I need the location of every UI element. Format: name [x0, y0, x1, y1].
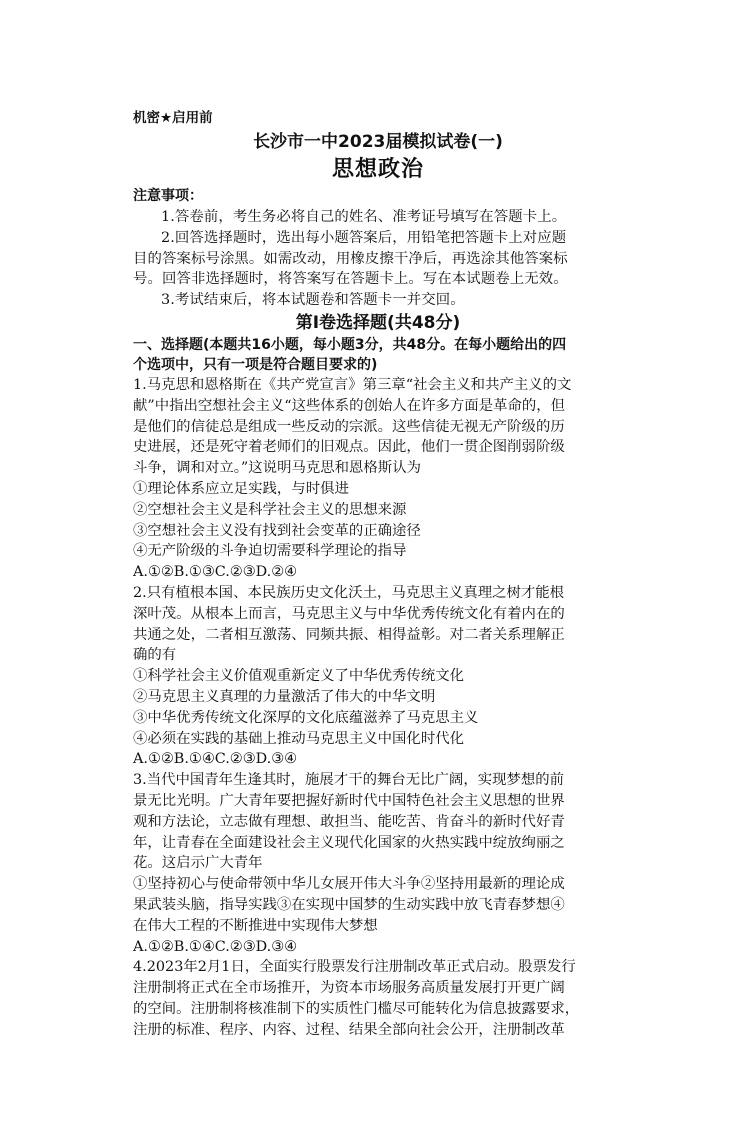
note-line: 1.答卷前，考生务必将自己的姓名、准考证号填写在答题卡上。	[161, 209, 567, 225]
question-line: 史进展，还是死守着老师们的旧观点。因此，他们一贯企图削弱阶级	[133, 439, 565, 456]
question-list	[133, 375, 623, 1041]
note-line: 2.回答选择题时，选出每小题答案后，用铅笔把答题卡上对应题	[161, 229, 567, 246]
subject-title: 思想政治	[331, 157, 424, 182]
question-line: 献”中指出空想社会主义“这些体系的创始人在许多方面是革命的，但	[133, 397, 566, 414]
notes-list	[133, 207, 623, 311]
note-line: 目的答案标号涂黑。如需改动，用橡皮擦干净后，再选涂其他答案标	[133, 250, 568, 267]
question-1	[133, 375, 623, 583]
question-line: ③中华优秀传统文化深厚的文化底蕴滋养了马克思主义	[133, 709, 479, 726]
part-title: 第Ⅰ卷选择题(共48分)	[295, 312, 461, 333]
question-line: 在伟大工程的不断推进中实现伟大梦想	[133, 917, 378, 934]
question-line: 3.当代中国青年生逢其时，施展才干的舞台无比广阔，实现梦想的前	[133, 772, 565, 789]
question-line: 果武装头脑，指导实践③在实现中国梦的生动实践中放飞青春梦想④	[133, 896, 565, 913]
question-line: 注册制将正式在全市场推开，为资本市场服务高质量发展打开更广阔	[133, 980, 565, 997]
question-line: 1.马克思和恩格斯在《共产党宣言》第三章“社会主义和共产主义的文	[133, 376, 572, 393]
question-line: ①理论体系应立足实践，与时俱进	[133, 480, 349, 497]
question-4	[133, 957, 623, 1040]
question-line: ②马克思主义真理的力量激活了伟大的中华文明	[133, 688, 436, 705]
exam-page	[133, 107, 623, 1040]
question-line: 注册的标准、程序、内容、过程、结果全部向社会公开，注册制改革	[133, 1021, 565, 1038]
question-line: 斗争，调和对立。”这说明马克思和恩格斯认为	[133, 460, 421, 477]
question-line: 观和方法论，立志做有理想、敢担当、能吃苦、肯奋斗的新时代好青	[133, 813, 565, 830]
question-line: ①坚持初心与使命带领中华儿女展开伟大斗争②坚持用最新的理论成	[133, 876, 565, 893]
question-line: 共通之处，二者相互激荡、同频共振、相得益彰。对二者关系理解正	[133, 626, 565, 643]
notes-heading: 注意事项：	[133, 188, 203, 204]
section-heading-line: 一、选择题(本题共16小题，每小题3分，共48分。在每小题给出的四	[133, 336, 567, 353]
question-line: 4.2023年2月1日，全面实行股票发行注册制改革正式启动。股票发行	[133, 959, 576, 976]
question-3	[133, 770, 623, 957]
note-line: 号。回答非选择题时，将答案写在答题卡上。写在本试题卷上无效。	[133, 271, 568, 288]
question-line: 的空间。注册制将核准制下的实质性门槛尽可能转化为信息披露要求，	[133, 1000, 580, 1017]
question-line: ①科学社会主义价值观重新定义了中华优秀传统文化	[133, 668, 464, 685]
section-heading-line: 个选项中，只有一项是符合题目要求的)	[133, 356, 378, 373]
question-line: ②空想社会主义是科学社会主义的思想来源	[133, 501, 407, 518]
exam-title: 长沙市一中2023届模拟试卷(一)	[253, 132, 503, 152]
question-line: ④无产阶级的斗争迫切需要科学理论的指导	[133, 543, 407, 560]
confidential-mark: 机密★启用前	[133, 110, 213, 126]
question-line: 花。这启示广大青年	[133, 855, 263, 872]
note-line: 3.考试结束后，将本试题卷和答题卡一并交回。	[161, 292, 465, 309]
question-line: A.①②B.①③C.②③D.②④	[133, 564, 297, 581]
question-line: 是他们的信徒总是组成一些反动的宗派。这些信徒无视无产阶级的历	[133, 418, 565, 435]
question-line: A.①②B.①④C.②③D.③④	[133, 751, 297, 768]
question-line: 深叶茂。从根本上而言，马克思主义与中华优秀传统文化有着内在的	[133, 605, 565, 622]
question-line: ③空想社会主义没有找到社会变革的正确途径	[133, 522, 421, 539]
question-line: A.①②B.①④C.②③D.③④	[133, 938, 297, 955]
question-2	[133, 583, 623, 770]
question-line: 确的有	[133, 647, 177, 664]
question-line: 2.只有植根本国、本民族历史文化沃土，马克思主义真理之树才能根	[133, 584, 565, 601]
question-line: ④必须在实践的基础上推动马克思主义中国化时代化	[133, 730, 464, 747]
question-line: 景无比光明。广大青年要把握好新时代中国特色社会主义思想的世界	[133, 792, 565, 809]
question-line: 年，让青春在全面建设社会主义现代化国家的火热实践中绽放绚丽之	[133, 834, 565, 851]
